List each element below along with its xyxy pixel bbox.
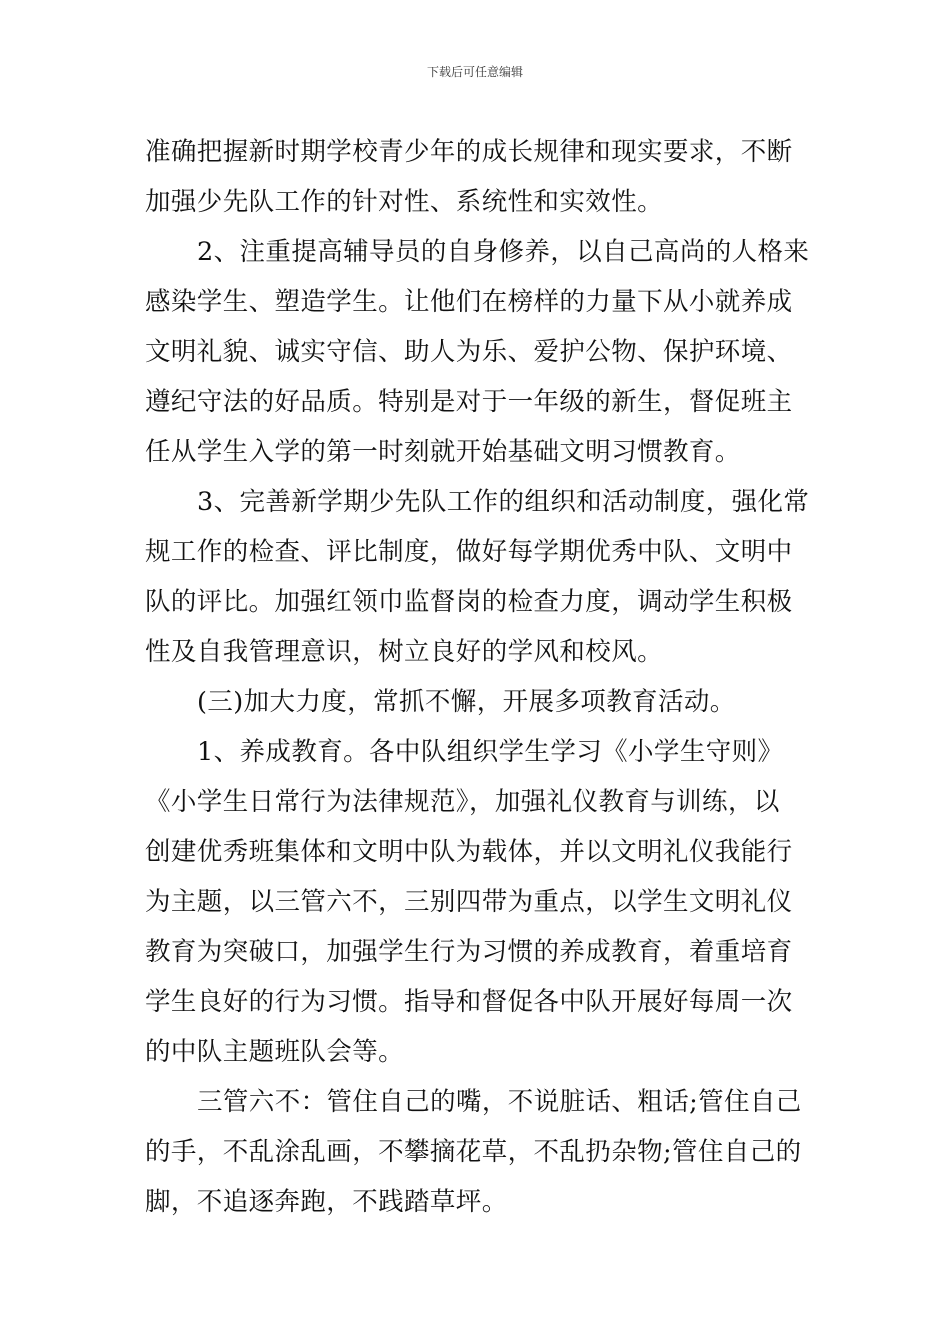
paragraph-start-line: 2、注重提高辅导员的自身修养，以自己高尚的人格来: [197, 237, 810, 267]
text-line: 创建优秀班集体和文明中队为载体，并以文明礼仪我能行: [145, 837, 793, 867]
text-line: 准确把握新时期学校青少年的成长规律和现实要求，不断: [145, 137, 793, 167]
text-line: 感染学生、塑造学生。让他们在榜样的力量下从小就养成: [145, 287, 793, 317]
page-header: 下载后可任意编辑: [426, 65, 523, 79]
text-line: 文明礼貌、诚实守信、助人为乐、爱护公物、保护环境、: [145, 337, 793, 367]
text-line: 的中队主题班队会等。: [145, 1037, 405, 1067]
document-body: [145, 127, 810, 1227]
text-line: 的手，不乱涂乱画，不攀摘花草，不乱扔杂物;管住自己的: [145, 1137, 802, 1167]
text-line: 教育为突破口，加强学生行为习惯的养成教育，着重培育: [145, 937, 793, 967]
text-line: 加强少先队工作的针对性、系统性和实效性。: [145, 187, 664, 217]
paragraph-start-line: 三管六不：管住自己的嘴，不说脏话、粗话;管住自己: [197, 1087, 802, 1117]
paragraph-start-line: 1、养成教育。各中队组织学生学习《小学生守则》: [197, 737, 784, 767]
text-line: 为主题，以三管六不，三别四带为重点，以学生文明礼仪: [145, 887, 793, 917]
text-line: 规工作的检查、评比制度，做好每学期优秀中队、文明中: [145, 537, 793, 567]
paragraph-start-line: 3、完善新学期少先队工作的组织和活动制度，强化常: [197, 487, 810, 517]
text-line: 任从学生入学的第一时刻就开始基础文明习惯教育。: [145, 437, 741, 467]
text-line: 脚，不追逐奔跑，不践踏草坪。: [145, 1187, 508, 1217]
text-line: 性及自我管理意识，树立良好的学风和校风。: [145, 637, 664, 667]
text-line: 学生良好的行为习惯。指导和督促各中队开展好每周一次: [145, 987, 793, 1017]
text-line: 遵纪守法的好品质。特别是对于一年级的新生，督促班主: [145, 387, 793, 417]
text-line: 《小学生日常行为法律规范》，加强礼仪教育与训练，以: [145, 787, 780, 817]
text-line: 队的评比。加强红领巾监督岗的检查力度，调动学生积极: [145, 587, 793, 617]
section-heading-line: (三)加大力度，常抓不懈，开展多项教育活动。: [197, 687, 736, 717]
